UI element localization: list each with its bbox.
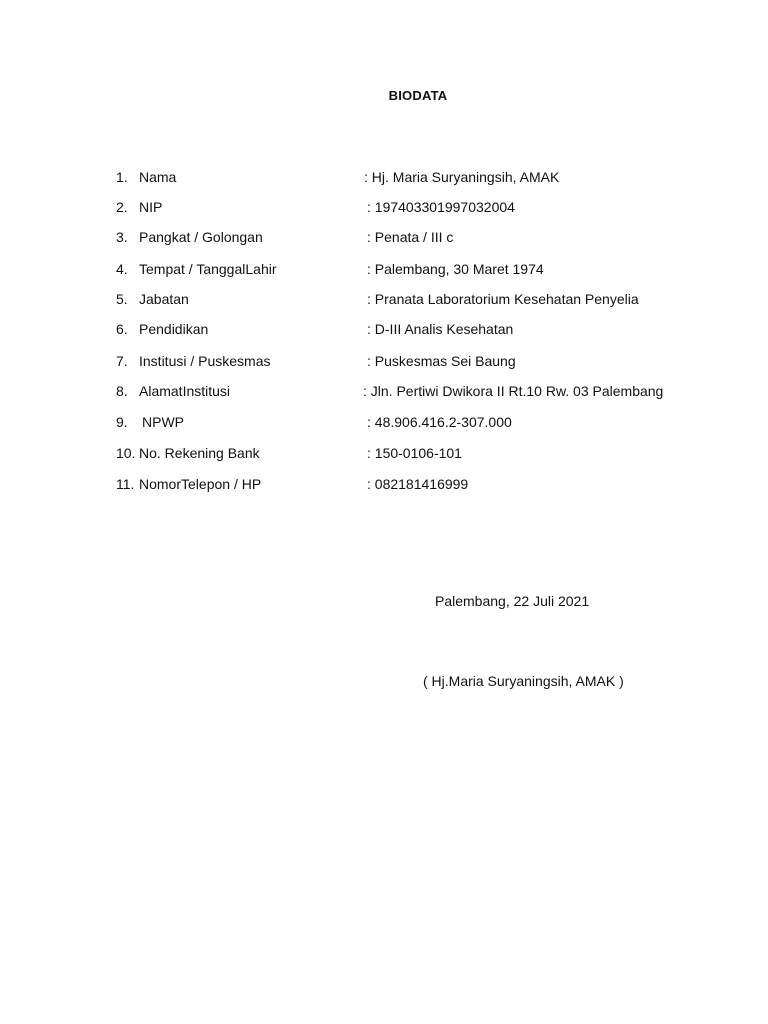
row-value: : D-III Analis Kesehatan xyxy=(367,321,514,337)
row-label: NomorTelepon / HP xyxy=(139,476,262,492)
row-number: 4. xyxy=(116,261,128,277)
row-label: Institusi / Puskesmas xyxy=(139,353,271,369)
biodata-row-pendidikan xyxy=(116,320,736,338)
document-title: BIODATA xyxy=(388,88,448,103)
biodata-row-npwp xyxy=(116,413,736,431)
row-value: : 082181416999 xyxy=(367,476,469,492)
biodata-row-nip xyxy=(116,198,736,216)
row-number: 7. xyxy=(116,353,128,369)
biodata-row-nama xyxy=(116,168,736,186)
biodata-row-institusi xyxy=(116,352,736,370)
row-number: 3. xyxy=(116,229,128,245)
row-label: Pangkat / Golongan xyxy=(139,229,263,245)
row-value: : Hj. Maria Suryaningsih, AMAK xyxy=(364,169,560,185)
row-label: Pendidikan xyxy=(139,321,209,337)
row-number: 5. xyxy=(116,291,128,307)
biodata-row-alamat-institusi xyxy=(116,382,736,400)
row-label: NIP xyxy=(139,199,163,215)
row-label: No. Rekening Bank xyxy=(139,445,260,461)
row-label: NPWP xyxy=(142,414,184,430)
row-value: : Palembang, 30 Maret 1974 xyxy=(367,261,544,277)
place-date: Palembang, 22 Juli 2021 xyxy=(435,593,590,609)
row-number: 11. xyxy=(116,476,135,492)
row-number: 6. xyxy=(116,321,128,337)
row-label: Jabatan xyxy=(139,291,189,307)
biodata-row-rekening xyxy=(116,444,736,462)
biodata-row-jabatan xyxy=(116,290,736,308)
row-value: : 150-0106-101 xyxy=(367,445,462,461)
row-value: : Puskesmas Sei Baung xyxy=(367,353,516,369)
row-value: : 48.906.416.2-307.000 xyxy=(367,414,512,430)
biodata-row-pangkat xyxy=(116,228,736,246)
row-label: Nama xyxy=(139,169,177,185)
signature-name: ( Hj.Maria Suryaningsih, AMAK ) xyxy=(423,673,624,689)
row-label: Tempat / TanggalLahir xyxy=(139,261,277,277)
biodata-row-tempat-tanggal-lahir xyxy=(116,260,736,278)
row-number: 9. xyxy=(116,414,128,430)
row-number: 8. xyxy=(116,383,128,399)
row-number: 1. xyxy=(116,169,128,185)
row-number: 10. xyxy=(116,445,136,461)
row-value: : Pranata Laboratorium Kesehatan Penyelia xyxy=(367,291,639,307)
row-number: 2. xyxy=(116,199,128,215)
row-label: AlamatInstitusi xyxy=(139,383,231,399)
row-value: : Penata / III c xyxy=(367,229,454,245)
biodata-row-telepon xyxy=(116,475,736,493)
row-value: : Jln. Pertiwi Dwikora II Rt.10 Rw. 03 Palembang xyxy=(363,383,664,399)
row-value: : 197403301997032004 xyxy=(367,199,515,215)
